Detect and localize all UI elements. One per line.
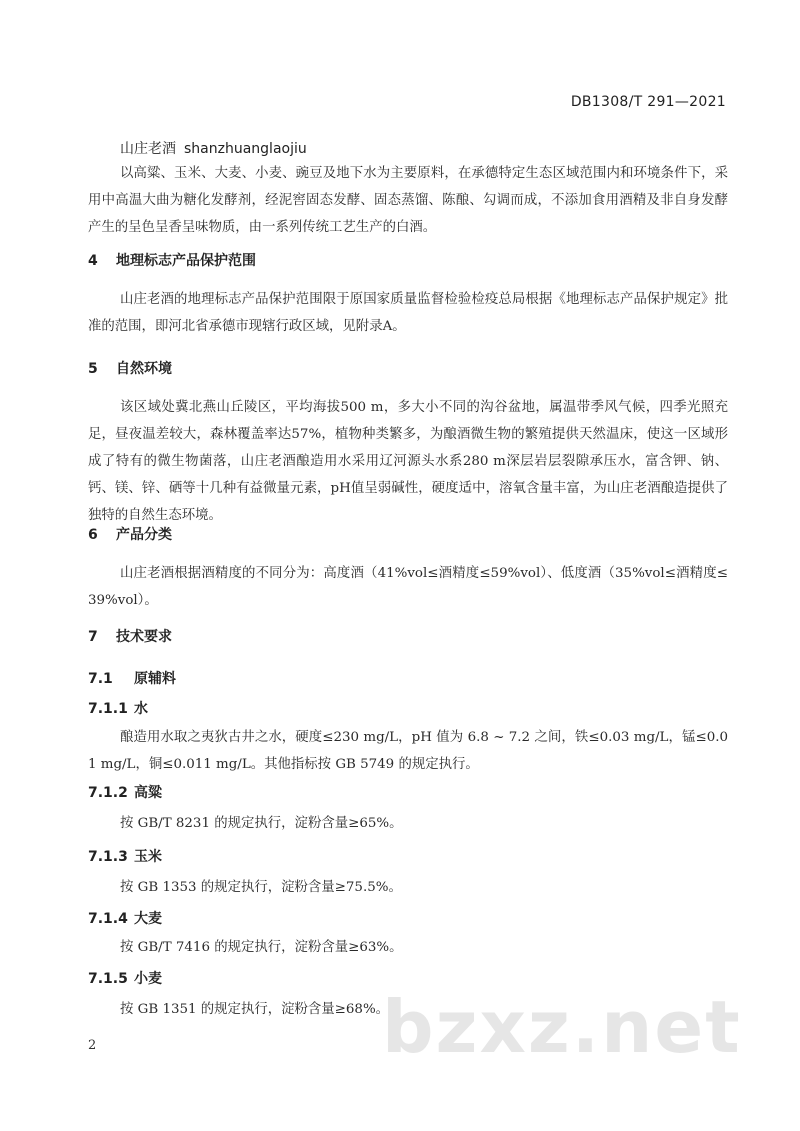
watermark: bzxz.net: [382, 985, 742, 1069]
section-title: 水: [134, 701, 148, 717]
section-number: 7.1.5: [88, 971, 128, 987]
section-heading-7-1-1: [88, 698, 148, 718]
section-text-7-1-1: 酿造用水取之夷狄古井之水，硬度≤230 mg/L，pH 值为 6.8 ~ 7.2 之间，铁≤0.03 mg/L，锰≤0.01 mg/L，铜≤0.011 mg/L。其他指标按 GB 5749 的规定执行。: [88, 730, 728, 772]
section-number: 7: [88, 629, 98, 645]
section-title: 玉米: [134, 849, 162, 865]
section-number: 7.1.4: [88, 911, 128, 927]
term-definition: 以高粱、玉米、大麦、小麦、豌豆及地下水为主要原料，在承德特定生态区域范围内和环境条件下，采用中高温大曲为糖化发酵剂，经泥窖固态发酵、固态蒸馏、陈酿、勾调而成，不添加食用酒精及非自身发酵产生的呈色呈香呈味物质，由一系列传统工艺生产的白酒。: [88, 166, 728, 235]
section-number: 7.1.3: [88, 849, 128, 865]
document-id: DB1308/T 291—2021: [570, 94, 726, 110]
section-number: 7.1: [88, 671, 113, 687]
section-title: 原辅料: [134, 671, 176, 687]
section-title: 高粱: [134, 785, 162, 801]
section-heading-7-1-3: [88, 846, 162, 866]
section-text-7-1-2: 按 GB/T 8231 的规定执行，淀粉含量≥65%。: [120, 816, 403, 831]
section-text-5: 该区域处冀北燕山丘陵区，平均海拔500 m，多大小不同的沟谷盆地，属温带季风气候，四季光照充足，昼夜温差较大，森林覆盖率达57%，植物种类繁多，为酿酒微生物的繁殖提供天然温床，使这一区域形成了特有的微生物菌落，山庄老酒酿造用水采用辽河源头水系280 m深层岩层裂隙承压水，富含钾、钠、钙、镁、锌、硒等十几种有益微量元素，pH值呈弱碱性，硬度适中，溶氧含量丰富，为山庄老酒酿造提供了独特的自然生态环境。: [88, 400, 728, 523]
section-title: 小麦: [134, 971, 162, 987]
section-number: 7.1.2: [88, 785, 128, 801]
section-heading-4: [88, 250, 256, 270]
term-heading: [120, 138, 307, 158]
section-number: 7.1.1: [88, 701, 128, 717]
section-title: 产品分类: [116, 527, 172, 543]
term-pinyin: shanzhuanglaojiu: [184, 141, 307, 157]
section-number: 5: [88, 361, 98, 377]
section-heading-7: [88, 626, 172, 646]
section-heading-7-1: [88, 668, 176, 688]
section-heading-7-1-2: [88, 782, 162, 802]
section-heading-5: [88, 358, 172, 378]
section-heading-7-1-5: [88, 968, 162, 988]
section-title: 自然环境: [116, 361, 172, 377]
section-text-7-1-4: 按 GB/T 7416 的规定执行，淀粉含量≥63%。: [120, 940, 403, 955]
section-heading-7-1-4: [88, 908, 162, 928]
section-title: 技术要求: [116, 629, 172, 645]
section-heading-6: [88, 524, 172, 544]
section-text-6: 山庄老酒根据酒精度的不同分为：高度酒（41%vol≤酒精度≤59%vol）、低度酒（35%vol≤酒精度≤39%vol）。: [88, 566, 728, 608]
section-title: 大麦: [134, 911, 162, 927]
section-number: 6: [88, 527, 98, 543]
section-number: 4: [88, 253, 98, 269]
section-text-7-1-5: 按 GB 1351 的规定执行，淀粉含量≥68%。: [120, 1002, 390, 1017]
page-number: 2: [88, 1038, 97, 1053]
section-text-7-1-3: 按 GB 1353 的规定执行，淀粉含量≥75.5%。: [120, 880, 402, 895]
section-title: 地理标志产品保护范围: [116, 253, 256, 269]
section-text-4: 山庄老酒的地理标志产品保护范围限于原国家质量监督检验检疫总局根据《地理标志产品保护规定》批准的范围，即河北省承德市现辖行政区域，见附录A。: [88, 292, 728, 334]
term-name: 山庄老酒: [120, 141, 176, 157]
